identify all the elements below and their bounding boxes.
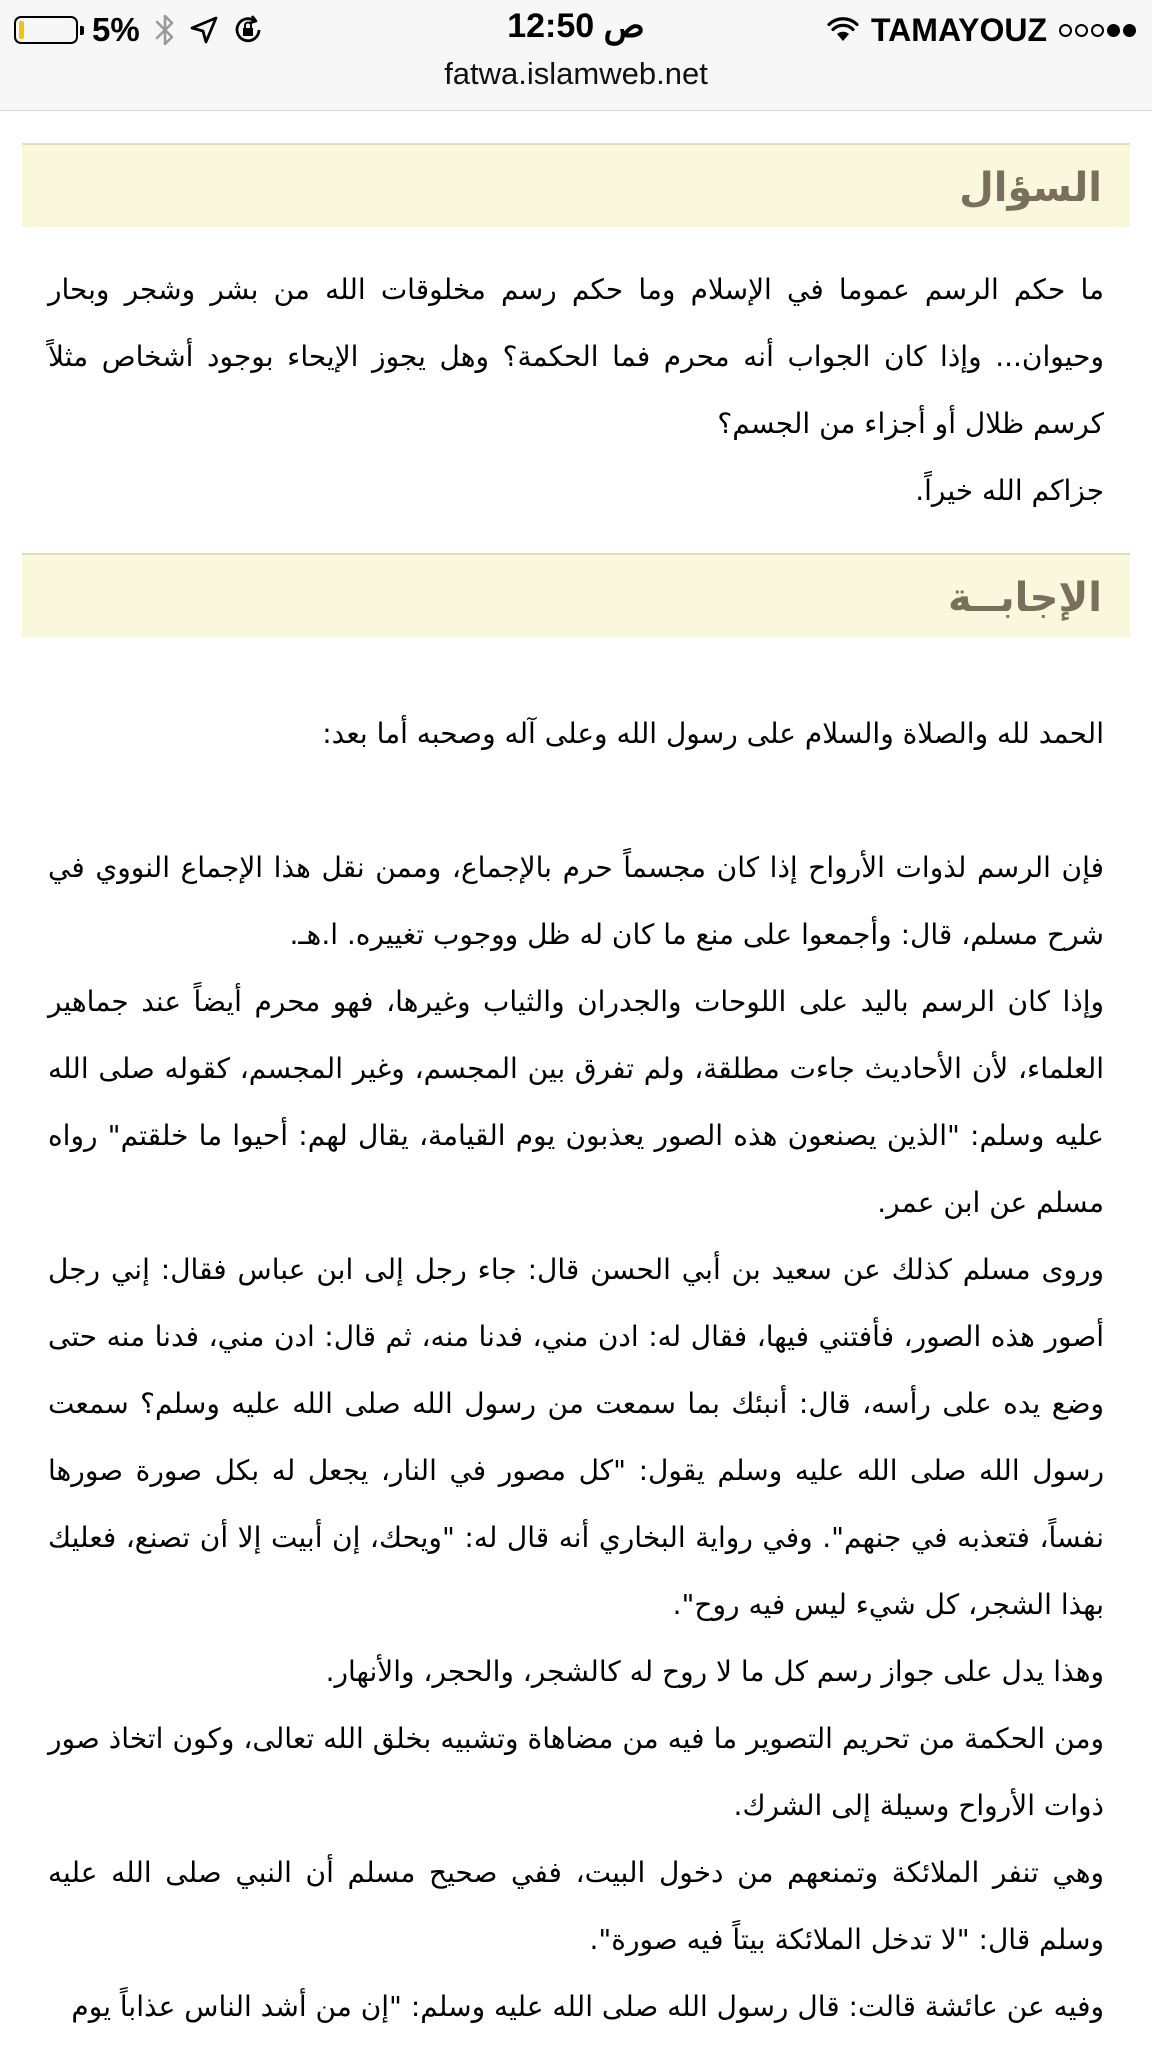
carrier-name: TAMAYOUZ: [871, 11, 1047, 48]
signal-dot: [1107, 24, 1120, 37]
answer-intro: الحمد لله والصلاة والسلام على رسول الله وعلى آله وصحبه أما بعد:: [322, 717, 1104, 750]
status-bar-right: [827, 10, 1136, 50]
answer-paragraph: ومن الحكمة من تحريم التصوير ما فيه من مضاهاة وتشبيه بخلق الله تعالى، وكون اتخاذ صور ذوات الأرواح وسيلة إلى الشرك.: [48, 1722, 1104, 1822]
question-title: السؤال: [959, 165, 1102, 211]
answer-paragraph: وإذا كان الرسم باليد على اللوحات والجدران والثياب وغيرها، فهو محرم أيضاً عند جماهير العلماء، لأن الأحاديث جاءت مطلقة، ولم تفرق بين المجسم، وغير المجسم، كقوله صلى الله عليه وسلم: "الذين يصنعون هذه الصور يعذبون يوم القيامة، يقال لهم: أحيوا ما خلقتم" رواه مسلم عن ابن عمر.: [48, 985, 1104, 1219]
answer-header: [22, 553, 1130, 637]
answer-body: [48, 700, 1104, 2040]
question-header: [22, 143, 1130, 227]
signal-dot: [1123, 24, 1136, 37]
question-body: [48, 256, 1104, 524]
signal-dot: [1091, 24, 1104, 37]
battery-percent: 5%: [92, 11, 140, 48]
signal-dot: [1059, 24, 1072, 37]
question-paragraph: جزاكم الله خيراً.: [915, 474, 1104, 507]
wifi-icon: [827, 17, 859, 43]
question-paragraph: ما حكم الرسم عموما في الإسلام وما حكم رسم مخلوقات الله من بشر وشجر وبحار وحيوان... وإذا كان الجواب أنه محرم فما الحكمة؟ وهل يجوز الإيحاء بوجود أشخاص مثلاً كرسم ظلال أو أجزاء من الجسم؟: [48, 273, 1104, 440]
answer-paragraph: وروى مسلم كذلك عن سعيد بن أبي الحسن قال: جاء رجل إلى ابن عباس فقال: إني رجل أصور هذه الصور، فأفتني فيها، فقال له: ادن مني، فدنا منه، ثم قال: ادن مني، فدنا منه حتى وضع يده على رأسه، قال: أنبئك بما سمعت من رسول الله صلى الله عليه وسلم؟ سمعت رسول الله صلى الله عليه وسلم يقول: "كل مصور في النار، يجعل له بكل صورة صورها نفساً، فتعذبه في جنهم". وفي رواية البخاري أنه قال له: "ويحك، إن أبيت إلا أن تصنع، فعليك بهذا الشجر، كل شيء ليس فيه روح".: [48, 1253, 1104, 1621]
answer-paragraph: فإن الرسم لذوات الأرواح إذا كان مجسماً حرم بالإجماع، وممن نقل هذا الإجماع النووي في شرح مسلم، قال: وأجمعوا على منع ما كان له ظل ووجوب تغييره. ا.هـ.: [48, 851, 1104, 951]
browser-chrome: [0, 0, 1152, 111]
address-bar-url[interactable]: fatwa.islamweb.net: [444, 56, 708, 91]
answer-title: الإجابــة: [948, 575, 1102, 621]
answer-paragraph: وهذا يدل على جواز رسم كل ما لا روح له كالشجر، والحجر، والأنهار.: [325, 1655, 1104, 1688]
answer-paragraph: وفيه عن عائشة قالت: قال رسول الله صلى الله عليه وسلم: "إن من أشد الناس عذاباً يوم: [71, 1990, 1104, 2023]
signal-strength-icon: [1059, 24, 1136, 37]
signal-dot: [1075, 24, 1088, 37]
status-time: 12:50 ص: [507, 7, 645, 45]
answer-paragraph: وهي تنفر الملائكة وتمنعهم من دخول البيت، ففي صحيح مسلم أن النبي صلى الله عليه وسلم قال: "لا تدخل الملائكة بيتاً فيه صورة".: [48, 1856, 1104, 1956]
